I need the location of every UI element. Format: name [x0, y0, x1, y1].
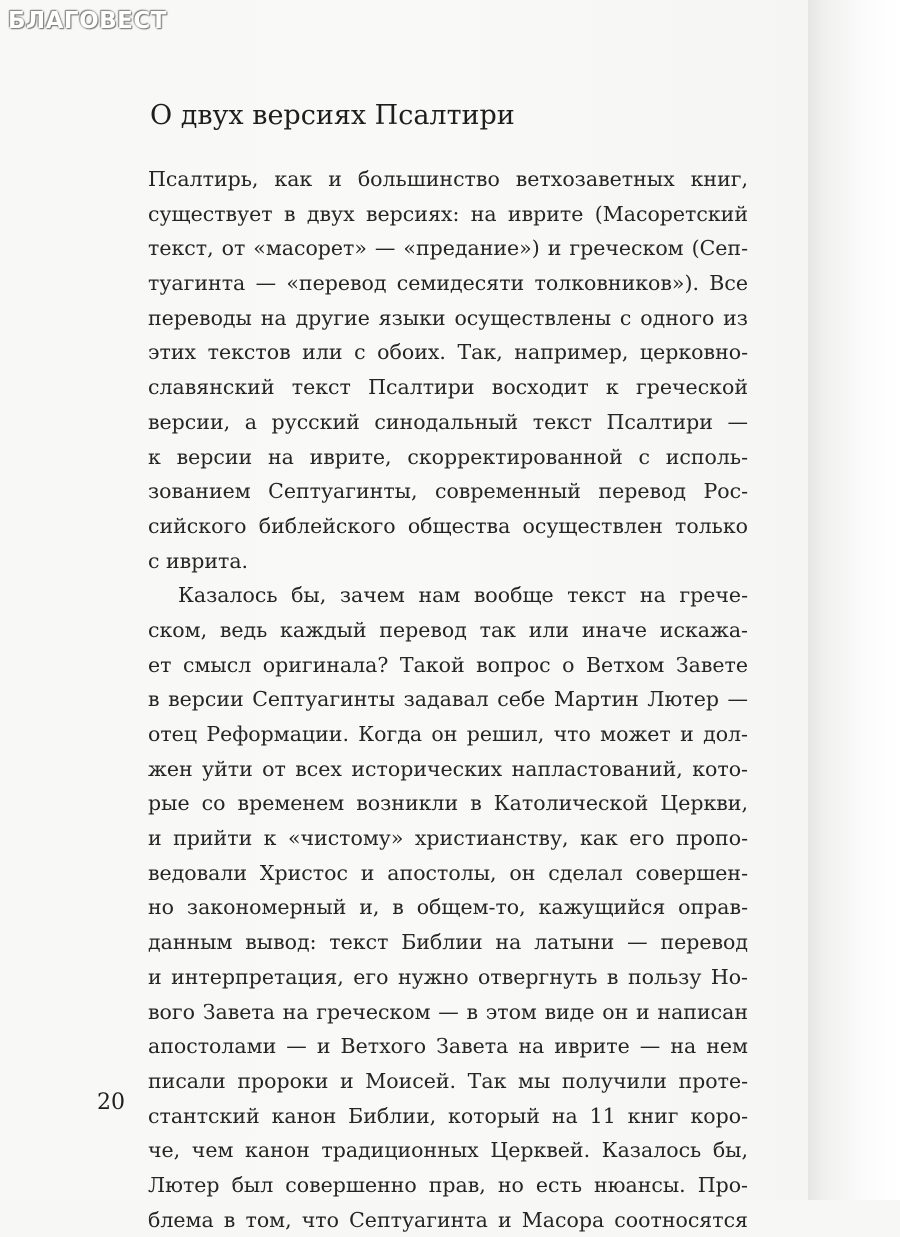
text-line: Лютер был совершенно прав, но есть нюансы. Про-	[148, 1172, 748, 1197]
text-line: этих текстов или с обоих. Так, например, церковно-	[148, 340, 748, 365]
body-text	[148, 162, 748, 1237]
text-line: че, чем канон традиционных Церквей. Казалось бы,	[148, 1138, 748, 1163]
text-line: но закономерный и, в общем-то, кажущийся оправ-	[148, 895, 748, 920]
text-line: ском, ведь каждый перевод так или иначе искажа-	[148, 617, 748, 642]
text-line: и интерпретация, его нужно отвергнуть в пользу Но-	[148, 964, 748, 989]
text-line: ведовали Христос и апостолы, он сделал совершен-	[148, 860, 748, 885]
text-line: туагинта — «перевод семидесяти толковников»). Все	[148, 271, 748, 296]
text-line: Казалось бы, зачем нам вообще текст на грече-	[178, 583, 748, 608]
text-line: ет смысл оригинала? Такой вопрос о Ветхом Завете	[148, 652, 748, 677]
text-line: рые со временем возникли в Католической Церкви,	[148, 791, 748, 816]
text-line: данным вывод: текст Библии на латыни — перевод	[148, 930, 748, 955]
section-heading: О двух версиях Псалтири	[150, 100, 515, 131]
page-edge-shadow	[808, 0, 900, 1200]
text-line: существует в двух версиях: на иврите (Масоретский	[148, 201, 748, 226]
text-line: и прийти к «чистому» христианству, как его пропо-	[148, 826, 748, 851]
text-line: апостолами — и Ветхого Завета на иврите — на нем	[148, 1034, 748, 1059]
watermark-logo: БЛАГОВЕСТ	[8, 8, 167, 34]
page-number: 20	[97, 1090, 125, 1115]
text-line: зованием Септуагинты, современный перевод Рос-	[148, 479, 748, 504]
text-line: славянский текст Псалтири восходит к греческой	[148, 375, 748, 400]
text-line: сийского библейского общества осуществлен только	[148, 513, 748, 538]
text-line: блема в том, что Септуагинта и Масора соотносятся	[148, 1207, 748, 1232]
text-line: вого Завета на греческом — в этом виде он и написан	[148, 999, 748, 1024]
text-line: писали пророки и Моисей. Так мы получили проте-	[148, 1068, 748, 1093]
text-line: стантский канон Библии, который на 11 книг коро-	[148, 1103, 748, 1128]
text-line: версии, а русский синодальный текст Псалтири —	[148, 409, 748, 434]
text-line: текст, от «масорет» — «предание») и греческом (Сеп-	[148, 236, 748, 261]
text-line: в версии Септуагинты задавал себе Мартин Лютер —	[148, 687, 748, 712]
text-line: к версии на иврите, скорректированной с исполь-	[148, 444, 748, 469]
text-line: жен уйти от всех исторических напластований, кото-	[148, 756, 748, 781]
text-line: переводы на другие языки осуществлены с одного из	[148, 305, 748, 330]
text-line: с иврита.	[148, 548, 249, 573]
text-line: Псалтирь, как и большинство ветхозаветных книг,	[148, 167, 748, 191]
text-line: отец Реформации. Когда он решил, что может и дол-	[148, 722, 748, 746]
